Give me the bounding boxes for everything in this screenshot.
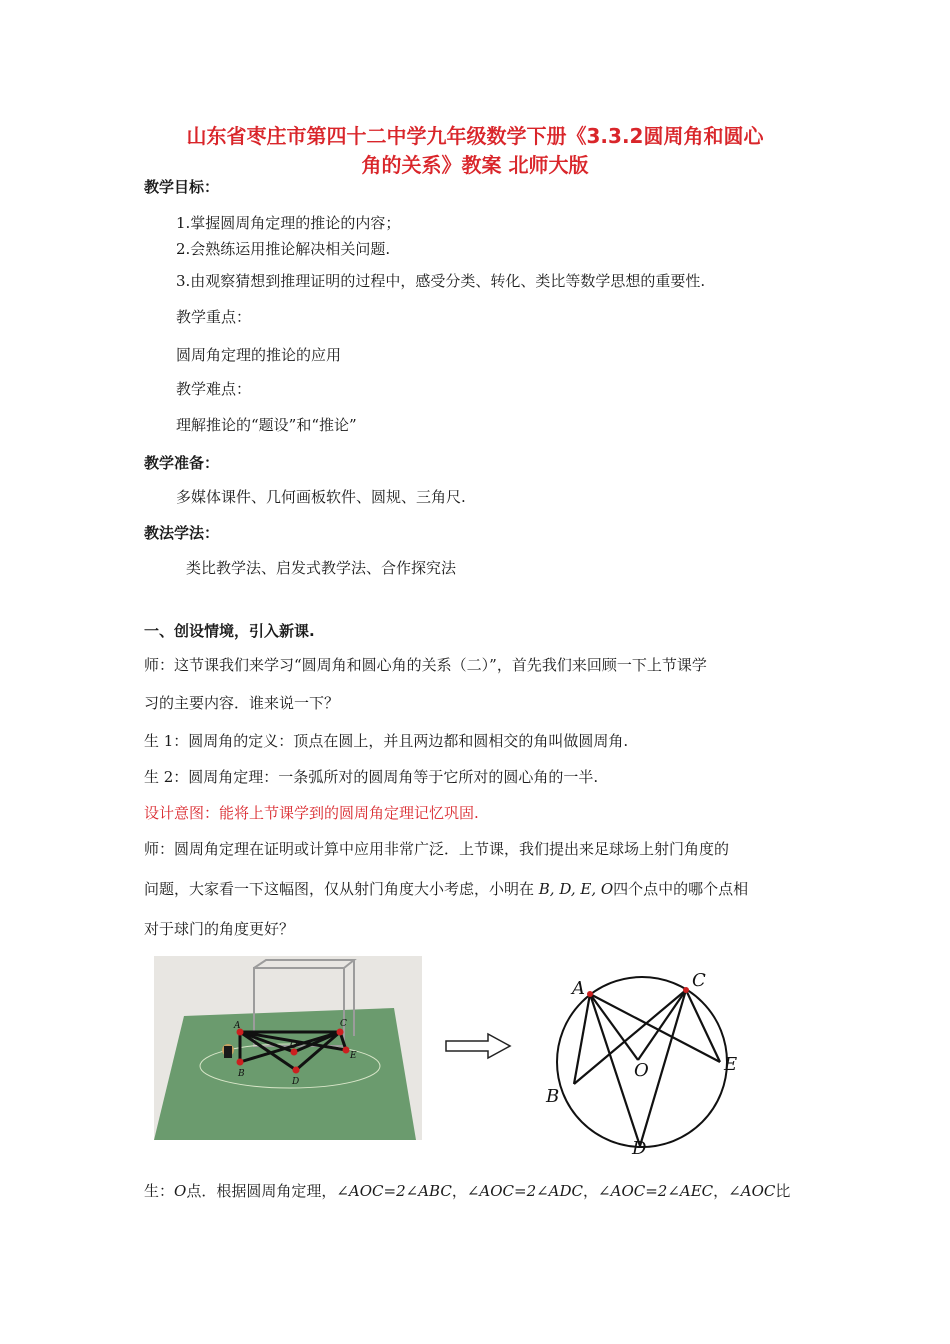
answer-sep-3: ， [713, 1182, 729, 1200]
photo-label-d: D [292, 1077, 300, 1087]
objective-item-2: 2.会熟练运用推论解决相关问题. [176, 240, 391, 258]
title-line-1: 山东省枣庄市第四十二中学九年级数学下册《3.3.2圆周角和圆心 [186, 124, 764, 148]
photo-label-c: C [340, 1019, 347, 1029]
arrow-icon [444, 1032, 512, 1060]
difficulty-text: 理解推论的“题设”和“推论” [176, 416, 357, 434]
point-list: B, D, E, O [538, 880, 614, 898]
photo-label-b: B [238, 1069, 245, 1079]
key-point-text: 圆周角定理的推论的应用 [176, 346, 342, 364]
paragraph-2b-start: 问题，大家看一下这幅图，仅从射门角度大小考虑，小明在 [144, 880, 539, 898]
methods-heading: 教法学法： [144, 524, 220, 542]
document-title [140, 122, 810, 180]
paragraph-1b: 习的主要内容．谁来说一下？ [144, 694, 340, 712]
football-field-photo [154, 956, 422, 1140]
answer-point-o: O [174, 1182, 187, 1200]
photo-label-a: A [234, 1021, 241, 1031]
answer-start: 生： [144, 1182, 175, 1200]
preparation-text: 多媒体课件、几何画板软件、圆规、三角尺. [176, 488, 466, 506]
paragraph-2a: 师：圆周角定理在证明或计算中应用非常广泛．上节课，我们提出来足球场上射门角度的 [144, 840, 730, 858]
answer-equation-4: ∠AOC [728, 1182, 776, 1200]
paragraph-2b [144, 878, 748, 899]
diagram-label-a: A [572, 978, 585, 999]
difficulty-label: 教学难点： [176, 380, 252, 398]
student-2-answer: 生 2：圆周角定理：一条弧所对的圆周角等于它所对的圆心角的一半. [144, 768, 599, 786]
student-final-answer [144, 1180, 790, 1201]
diagram-label-e: E [724, 1054, 738, 1075]
answer-sep-2: ， [583, 1182, 599, 1200]
student-1-answer: 生 1：圆周角的定义：顶点在圆上，并且两边都和圆相交的角叫做圆周角. [144, 732, 629, 750]
paragraph-1a: 师：这节课我们来学习“圆周角和圆心角的关系（二）”，首先我们来回顾一下上节课学 [144, 656, 707, 674]
diagram-label-c: C [692, 970, 706, 991]
diagram-label-o: O [634, 1060, 649, 1081]
answer-equation-2: ∠AOC=2∠ADC [466, 1182, 584, 1200]
answer-mid: 点．根据圆周角定理， [186, 1182, 337, 1200]
objectives-heading: 教学目标： [144, 178, 220, 196]
photo-label-e: E [350, 1051, 357, 1061]
preparation-heading: 教学准备： [144, 454, 220, 472]
diagram-label-d: D [632, 1138, 647, 1156]
design-intent: 设计意图：能将上节课学到的圆周角定理记忆巩固. [144, 804, 479, 822]
answer-end: 比 [775, 1182, 791, 1200]
methods-text: 类比教学法、启发式教学法、合作探究法 [186, 559, 457, 577]
paragraph-2c: 对于球门的角度更好？ [144, 920, 295, 938]
key-point-label: 教学重点： [176, 308, 252, 326]
section1-heading: 一、创设情境，引入新课. [144, 622, 315, 640]
photo-label-o: O [290, 1041, 298, 1051]
title-line-2: 角的关系》教案 北师大版 [361, 153, 589, 177]
objective-item-1: 1.掌握圆周角定理的推论的内容； [176, 214, 401, 232]
circle-diagram [536, 966, 746, 1156]
answer-equation-3: ∠AOC=2∠AEC [598, 1182, 714, 1200]
answer-sep-1: ， [451, 1182, 467, 1200]
paragraph-2b-end: 四个点中的哪个点相 [613, 880, 749, 898]
answer-equation-1: ∠AOC=2∠ABC [336, 1182, 452, 1200]
objective-item-3: 3.由观察猜想到推理证明的过程中，感受分类、转化、类比等数学思想的重要性. [176, 272, 706, 290]
diagram-label-b: B [546, 1086, 560, 1107]
